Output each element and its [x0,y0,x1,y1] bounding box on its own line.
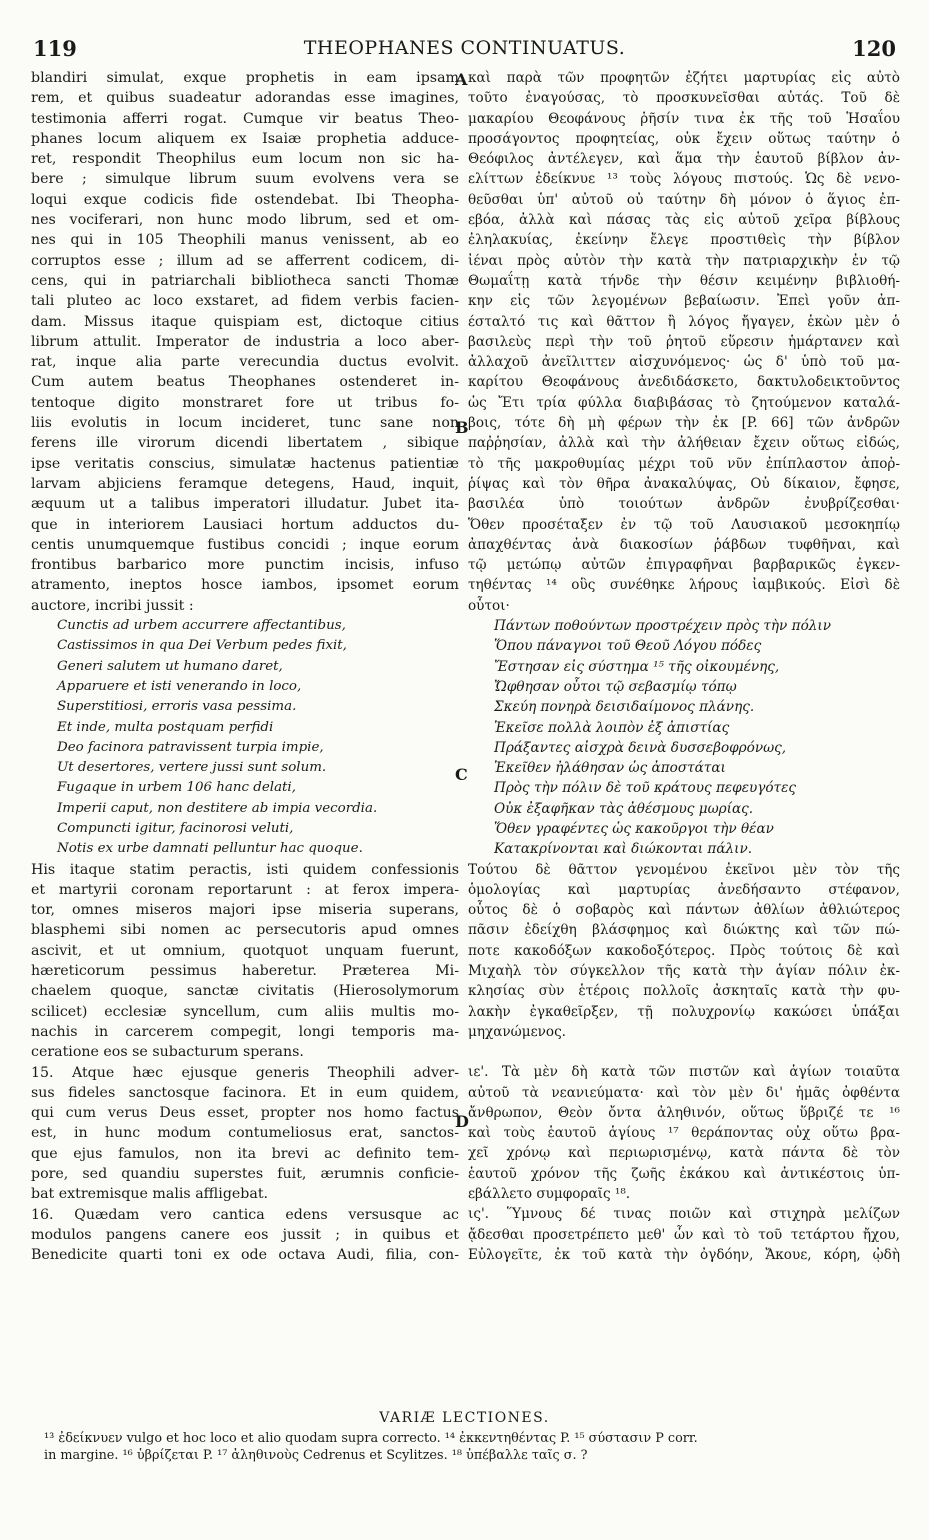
latin-text-line: centis unumquemque fustibus concidi ; inque eorum [31,536,459,553]
greek-text-line: Θωμαΐτῃ κατὰ τήνδε τὴν θέσιν κειμένην βιβλιοθή- [468,272,900,289]
latin-text-line: ascivit, et ut omnium, quotquot unquam fuerunt, [31,942,459,959]
latin-text-line: tor, omnes miseros majori ipse miseria superans, [31,902,459,919]
greek-text-line: ἄνθρωπον, Θεὸν ὄντα ἀληθινόν, οὕτως ὕβριζέ τε ¹⁶ [468,1104,900,1121]
greek-text-line: Μιχαὴλ τὸν σύγκελλον τῆς κατὰ τὴν ἁγίαν πόλιν ἐκ- [468,963,900,980]
latin-text-line: Fugaque in urbem 106 hanc delati, [57,780,296,796]
latin-text-line: est, in hunc modum contumeliosus erat, sanctos- [31,1125,459,1142]
greek-text-line: τῷ μετώπῳ αὐτῶν ἐπιγραφῆναι βαρβαρικῶς ἐγκεν- [468,557,900,574]
latin-text-line: que in interiorem Lausiaci hortum adductos du- [31,516,459,533]
greek-text-line: ιε'. Τὰ μὲν δὴ κατὰ τῶν πιστῶν καὶ ἁγίων τοιαῦτα [468,1064,900,1081]
greek-text-line: ις'. Ὕμνους δέ τινας ποιῶν καὶ στιχηρὰ μελίζων [468,1206,900,1223]
greek-text-line: βοις, τότε δὴ μὴ φέρων τὴν ἐκ [P. 66] τῶν ἀνδρῶν [468,415,900,432]
greek-text-line: καρίτου Θεοφάνους ἀνεδιδάσκετο, δακτυλοδεικτοῦντος [468,374,900,391]
latin-text-line: cens, qui in patriarchali bibliotheca sancti Thomæ [31,272,459,289]
greek-text-line: ῥίψας καὶ τὸν θῆρα ἀνακαλύψας, Οὐ δίκαιον, ἔφησε, [468,475,900,492]
margin-mark-c: C [455,765,468,784]
greek-text-line: Κατακρίνονται καὶ διώκονται πάλιν. [494,841,753,858]
greek-text-line: καὶ παρὰ τῶν προφητῶν ἐζήτει μαρτυρίας εἰς αὐτὸ [468,70,900,86]
greek-text-line: Οὐκ ἐξαφῆκαν τὰς ἀθέσμους μωρίας. [494,800,754,817]
greek-text-line: προσάγοντος προφητείας, οὐκ ἔχειν οὕτως ταύτην ὁ [468,130,900,147]
greek-text-line: μηχανώμενος. [468,1023,567,1040]
latin-text-line: Superstitiosi, erroris vasa pessima. [57,699,297,715]
greek-text-line: Ὤφθησαν οὗτοι τῷ σεβασμίῳ τόπῳ [494,678,737,695]
greek-text-line: Ὅθεν προσέταξεν ἐν τῷ τοῦ Λαυσιακοῦ μεσοκηπίῳ [468,516,900,533]
greek-text-line: εβόα, ἀλλὰ καὶ πάσας τὰς εἰς αὐτοῦ χεῖρα βίβλους [468,212,900,229]
latin-text-line: His itaque statim peractis, isti quidem confessionis [31,861,459,878]
greek-text-line: ᾄδεσθαι προσετρέπετο μεθ' ὧν καὶ τὸ τοῦ τετάρτου ἤχου, [468,1226,900,1243]
latin-text-line: Castissimos in qua Dei Verbum pedes fixit, [57,638,347,654]
greek-text-line: ἀπαχθέντας ἀνὰ διακοσίων ῥάβδων τυφθῆναι, καὶ [468,536,900,553]
latin-text-line: atramento, ineptos hosce iambos, ipsomet eorum [31,577,459,594]
greek-text-line: θεῦσθαι ὑπ' αὐτοῦ οὐ ταύτην δὴ μόνον ὁ ἅγιος ἐπ- [468,191,900,208]
latin-text-line: Compuncti igitur, facinorosi veluti, [57,820,294,836]
footnote-line: ¹³ ἐδείκνυεν vulgo et hoc loco et alio quodam supra correcto. ¹⁴ ἐκκεντηθέντας P. ¹⁵ σύστασιν P corr. [44,1431,698,1446]
greek-text-line: ελίττων ἐδείκνυε ¹³ τοὺς λόγους πιστούς. Ὡς δὲ νενο- [468,171,900,188]
greek-text-line: Ἐκεῖσε πολλὰ λοιπὸν ἐξ ἀπιστίας [494,719,730,736]
latin-text-line: larvam abjiciens feramque detegens, Haud, inquit, [31,475,459,492]
greek-text-line: οὗτος δὲ ὁ σοβαρὸς καὶ πάντων ἀθλίων ἀθλιώτερος [468,902,900,919]
latin-text-line: dam. Missus itaque quispiam est, dictoque citius [31,313,459,330]
latin-text-line: 16. Quædam vero cantica edens versusque ac [31,1206,459,1223]
latin-text-line: Et inde, multa postquam perfidi [57,719,274,735]
latin-text-line: Ut desertores, vertere jussi sunt solum. [57,760,327,776]
latin-text-line: pore, sed quandiu superstes fuit, ærumnis conficie- [31,1166,459,1183]
latin-text-line: tentoque digito monstraret fore ut tribus fo- [31,394,459,411]
latin-text-line: librum attulit. Imperator de industria a loco aber- [31,333,459,350]
greek-text-line: τοῦτο ἐναγούσας, τὸ προσκυνεῖσθαι αὐτάς. Τοῦ δὲ [468,90,900,107]
latin-text-line: phanes locum aliquem ex Isaiæ prophetia adduce- [31,130,459,147]
latin-text-line: rem, et quibus suadeatur adorandas esse imagines, [31,90,459,107]
latin-text-line: scilicet) ecclesiæ syncellum, cum aliis multis mo- [31,1003,459,1020]
latin-text-line: Cum autem beatus Theophanes ostenderet in- [31,374,459,391]
greek-text-line: χεῖ χρόνῳ καὶ περιωρισμένῳ, κατὰ πάντα δὲ τὸν [468,1145,900,1162]
latin-text-line: blasphemi sibi nomen ac persecutoris apud omnes [31,922,459,939]
greek-text-line: οὗτοι· [468,597,510,614]
latin-text-line: ceratione eos se subacturum sperans. [31,1044,304,1061]
greek-text-line: παῤῥησίαν, ἀλλὰ καὶ τὴν ἀλήθειαν ἔχειν οὕτως εἰδώς, [468,435,900,452]
latin-text-line: corruptos esse ; illum ad se afferrent codicem, di- [31,252,459,269]
latin-text-line: auctore, incribi jussit : [31,597,194,614]
greek-text-line: ποτε κακοδόξων κακοδοξότερος. Πρὸς τούτοις δὲ καὶ [468,942,900,959]
latin-text-line: nes qui in 105 Theophili manus venissent, ab eo [31,232,459,249]
latin-text-line: hæreticorum pessimus haberetur. Præterea Mi- [31,963,459,980]
footnote-line: in margine. ¹⁶ ὑβρίζεται P. ¹⁷ ἀληθινοὺς Cedrenus et Scylitzes. ¹⁸ ὑπέβαλλε ταῖς σ. ? [44,1448,588,1463]
margin-mark-a: A [455,70,468,89]
latin-text-line: sus fideles sanctosque facinora. Et in eum quidem, [31,1084,459,1101]
greek-text-line: Ὅπου πάναγνοι τοῦ Θεοῦ Λόγου πόδες [494,638,762,655]
latin-text-line: Notis ex urbe damnati pelluntur hac quoque. [57,841,363,857]
greek-text-line: τὸ τῆς μακροθυμίας μέχρι τοῦ νῦν ἐπίπλαστον ἀποῤ- [468,455,900,472]
greek-column [468,68,900,1265]
latin-text-line: Cunctis ad urbem accurrere affectantibus, [57,618,346,634]
latin-text-line: nes vociferari, non hunc modo librum, sed et om- [31,212,459,229]
greek-text-line: τηθέντας ¹⁴ οὓς συνέθηκε λήρους ἰαμβικούς. Εἰσὶ δὲ [468,577,900,594]
greek-text-line: πᾶσιν ἐδείχθη βλάσφημος καὶ διώκτης καὶ τῶν πώ- [468,922,900,939]
latin-text-line: loqui exque codicis fide ostendebat. Ibi Theopha- [31,191,459,208]
latin-text-line: Imperii caput, non destitere ab impia vecordia. [57,800,378,816]
greek-text-line: Εὐλογεῖτε, ἐκ τοῦ κατὰ τὴν ὀγδόην, Ἄκουε, κόρη, ᾠδὴ [468,1246,900,1263]
page-header [33,36,896,66]
greek-text-line: κλησίας σὺν ἑτέροις πολλοῖς ἀσκηταῖς κατὰ τὴν φυ- [468,983,900,1000]
greek-text-line: ὡς Ἔτι τρία φύλλα διαβιβάσας τὸ ζητούμενον καταλά- [468,394,900,411]
latin-text-line: frontibus barbarico more punctim incisis, infuso [31,557,459,574]
greek-text-line: βασιλεὺς περὶ τὴν τοῦ ῥητοῦ εὕρεσιν ἡμάρτανεν καὶ [468,333,900,350]
latin-text-line: ferens ille virorum dicendi libertatem , sibique [31,435,459,452]
greek-text-line: ὁμολογίας καὶ μαρτυρίας ἀνεδήσαντο στέφανον, [468,881,900,898]
latin-text-line: æquum ut a talibus imperatori illudatur. Jubet ita- [31,496,459,513]
greek-text-line: μακαρίου Θεοφάνους ῥῆσίν τινα ἐκ τῆς τοῦ Ἡσαΐου [468,110,900,127]
greek-text-line: έσταλτό τις καὶ θᾶττον ἢ λόγος ἤγαγεν, ἑκὼν μὲν ὁ [468,313,900,330]
greek-text-line: ἰέναι πρὸς αὐτὸν τὴν κατὰ τὴν πατριαρχικὴν ἐν τῷ [468,252,900,269]
latin-text-line: liis evolutis in locum incideret, tunc sane non [31,415,459,432]
latin-text-line: testimonia afferri rogat. Cumque vir beatus Theo- [31,110,459,127]
latin-text-line: bat extremisque malis affligebat. [31,1186,269,1203]
greek-text-line: Τούτου δὲ θᾶττον γενομένου ἐκεῖνοι μὲν τὸν τῆς [468,861,900,878]
page-number-right: 120 [852,36,896,61]
greek-text-line: λακὴν ἐγκαθεῖρξεν, τῇ πολυχρονίῳ κακώσει ὑπάξαι [468,1003,900,1020]
latin-text-line: Generi salutem ut humano daret, [57,658,283,674]
greek-text-line: καὶ τοὺς ἑαυτοῦ ἁγίους ¹⁷ θεράποντας οὐχ οὕτω βρα- [468,1125,900,1142]
paragraph-gap [468,1042,900,1062]
greek-text-line: Ὅθεν γραφέντες ὡς κακοῦργοι τὴν θέαν [494,820,774,837]
latin-text-line: tali pluteo ac loco exstaret, ad fidem verbis facien- [31,293,459,310]
greek-text-line: Πράξαντες αἰσχρὰ δεινὰ δυσσεβοφρόνως, [494,739,787,756]
latin-text-line: bere ; simulque librum suum evolvens vera se [31,171,459,188]
page-number-left: 119 [33,36,77,61]
latin-text-line: Apparuere et isti venerando in loco, [57,678,302,694]
margin-mark-b: B [455,418,469,437]
latin-text-line: que ejus famulos, non ita brevi ac definito tem- [31,1145,459,1162]
latin-text-line: chaelem quoque, sanctæ civitatis (Hierosolymorum [31,983,459,1000]
latin-text-line: rat, inque alia parte verecundia ductus evolvit. [31,354,459,371]
greek-text-line: κην εἰς τῶν λεγομένων βεβαίωσιν. Ἐπεὶ γοῦν ἀπ- [468,293,900,310]
greek-text-line: Πάντων ποθούντων προστρέχειν πρὸς τὴν πόλιν [494,618,831,635]
greek-text-line: Σκεύη πονηρὰ δεισιδαίμονος πλάνης. [494,699,755,716]
margin-mark-d: D [455,1112,469,1131]
running-title: THEOPHANES CONTINUATUS. [303,37,626,59]
greek-text-line: ἐληλακυίας, ἐκείνην ἔλεγε προστιθεὶς τὴν βίβλον [468,232,900,249]
latin-text-line: qui cum verus Deus esset, propter nos homo factus [31,1105,459,1122]
greek-text-line: ἑαυτοῦ χρόνον τῆς ζωῆς ἐκάκου καὶ ἀντικέστοις ὑπ- [468,1165,900,1182]
latin-text-line: Deo facinora patravissent turpia impie, [57,739,324,755]
greek-text-line: Ἔστησαν εἰς σύστημα ¹⁵ τῆς οἰκουμένης, [494,658,780,675]
latin-text-line: nachis in carcerem compegit, longi temporis ma- [31,1023,459,1040]
latin-text-line: blandiri simulat, exque prophetis in eam ipsam [31,70,459,86]
latin-text-line: 15. Atque hæc ejusque generis Theophili adver- [31,1064,459,1081]
greek-text-line: βασιλέα ὑπὸ τοιούτων ἀνδρῶν ἐνυβρίζεσθαι· [468,496,900,513]
greek-text-line: ἀλλαχοῦ ἀνεῖλιττεν αἰσχυνόμενος· ὡς δ' ὑπὸ τοῦ μα- [468,354,900,371]
latin-text-line: et martyrii coronam reportarunt : at ferox impera- [31,881,459,898]
latin-column [31,68,459,1266]
variae-lectiones-title: VARIÆ LECTIONES. [379,1410,550,1426]
latin-text-line: ret, respondit Theophilus eum locum non sic ha- [31,151,459,168]
greek-text-line: Ἐκεῖθεν ἠλάθησαν ὡς ἀποστάται [494,760,726,777]
greek-text-line: Πρὸς τὴν πόλιν δὲ τοῦ κράτους πεφευγότες [494,780,796,797]
latin-text-line: ipse veritatis conscius, simulatæ hactenus patientiæ [31,455,459,472]
latin-text-line: modulos pangens canere eos jussit ; in quibus et [31,1226,459,1243]
latin-text-line: Benedicite quarti toni ex ode octava Audi, filia, con- [31,1247,459,1264]
greek-text-line: Θεόφιλος ἀντέλεγεν, καὶ ἅμα τὴν ἑαυτοῦ βίβλον ἀν- [468,151,900,168]
greek-text-line: αὐτοῦ τὰ νεανιεύματα· καὶ τὸν μὲν δι' ἡμᾶς ὀφθέντα [468,1084,900,1101]
greek-text-line: εβάλλετο συμφοραῖς ¹⁸. [468,1186,631,1203]
